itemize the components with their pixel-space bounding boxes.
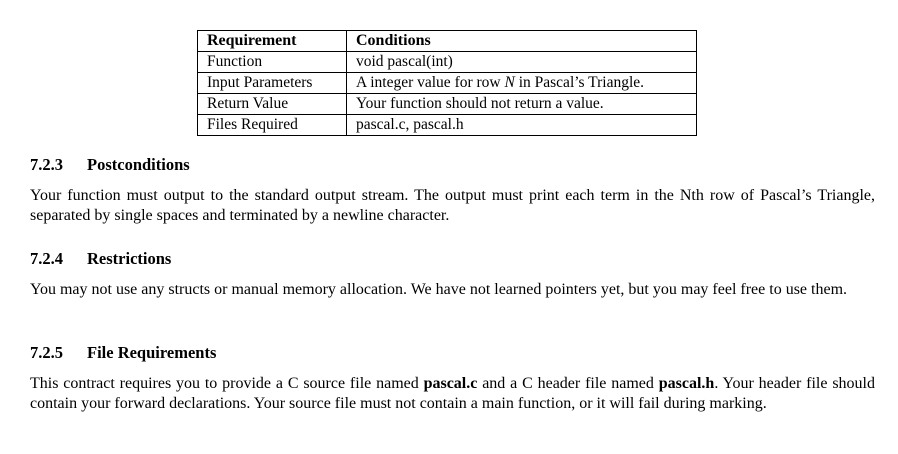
header-filename: pascal.h [658, 375, 715, 392]
section-title: Postconditions [87, 155, 190, 174]
input-variable: N [504, 74, 515, 91]
table-cell-requirement: Input Parameters [198, 73, 347, 94]
body-text: This contract requires you to provide a C source file named [30, 375, 424, 392]
section-postconditions [30, 155, 875, 224]
table-cell-requirement: Function [198, 52, 347, 73]
table-row [198, 52, 697, 73]
section-heading [30, 249, 875, 269]
section-title: File Requirements [87, 343, 217, 362]
input-text-post: in Pascal’s Triangle. [514, 74, 645, 91]
section-heading [30, 343, 875, 363]
section-restrictions [30, 249, 875, 298]
body-text: . Your header file should contain your forward declarations. Your source file must not contain a main function, or it will fail during marking. [30, 375, 875, 412]
table-header-requirement: Requirement [198, 31, 347, 52]
section-title: Restrictions [87, 249, 172, 268]
table-cell-condition: void pascal(int) [347, 52, 697, 73]
section-heading [30, 155, 875, 175]
table-row [198, 115, 697, 136]
section-number: 7.2.5 [30, 343, 63, 362]
source-filename: pascal.c [423, 375, 478, 392]
table-cell-requirement: Files Required [198, 115, 347, 136]
body-text: and a C header file named [477, 375, 659, 392]
section-number: 7.2.3 [30, 155, 63, 174]
table-cell-condition [347, 73, 697, 94]
section-body: You may not use any structs or manual memory allocation. We have not learned pointers yet, but you may feel free to use them. [30, 281, 848, 298]
table-row [198, 73, 697, 94]
table-cell-condition: Your function should not return a value. [347, 94, 697, 115]
table-header-conditions: Conditions [347, 31, 697, 52]
table-header-row [198, 31, 697, 52]
section-body: Your function must output to the standard output stream. The output must print each term in the Nth row of Pascal’s Triangle, separated by single spaces and terminated by a newline character. [30, 187, 875, 224]
table-cell-condition: pascal.c, pascal.h [347, 115, 697, 136]
table-row [198, 94, 697, 115]
section-file-requirements [30, 343, 875, 412]
section-number: 7.2.4 [30, 249, 63, 268]
requirements-table [197, 30, 697, 136]
input-text-pre: A integer value for row [356, 74, 505, 91]
table-cell-requirement: Return Value [198, 94, 347, 115]
section-body [30, 374, 875, 414]
